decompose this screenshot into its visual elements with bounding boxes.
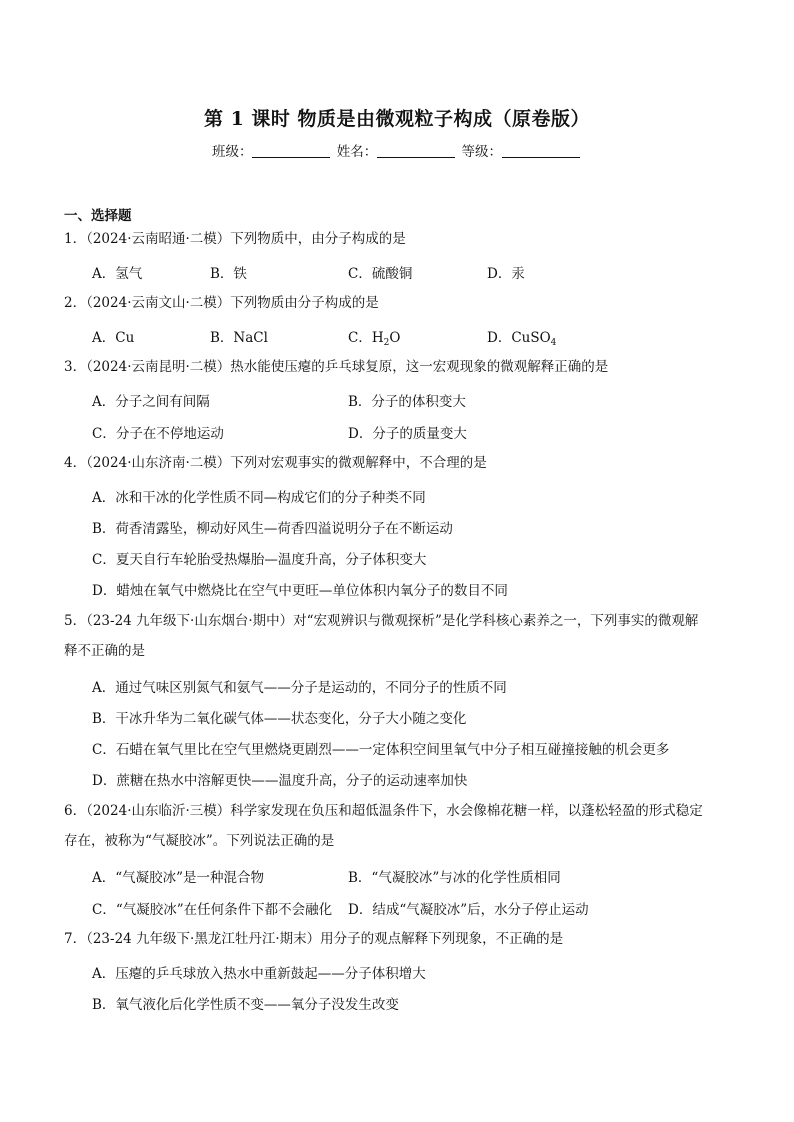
question-stem-cont: 存在，被称为“气凝胶冰”。下列说法正确的是 — [64, 833, 335, 849]
option-a[interactable]: A．压瘪的乒乓球放入热水中重新鼓起——分子体积增大 — [92, 966, 426, 982]
question-5 — [64, 606, 736, 666]
option-c[interactable]: C．夏天自行车轮胎受热爆胎—温度升高，分子体积变大 — [92, 552, 427, 568]
page-title: 第 1 课时 物质是由微观粒子构成（原卷版） — [203, 108, 591, 130]
option-c[interactable]: C．石蜡在氧气里比在空气里燃烧更剧烈——一定体积空间里氧气中分子相互碰撞接触的机会更多 — [92, 742, 670, 758]
question-6 — [64, 796, 736, 856]
option-c[interactable]: C．“气凝胶冰”在任何条件下都不会融化 — [92, 902, 333, 918]
option-b[interactable]: B．NaCl — [210, 330, 268, 346]
class-label: 班级： — [211, 144, 253, 160]
grade-blank[interactable] — [502, 143, 580, 158]
question-stem: 2．（2024·云南文山·二模）下列物质由分子构成的是 — [64, 295, 379, 311]
question-stem: 5．（23-24 九年级下·山东烟台·期中）对“宏观辨识与微观探析”是化学科核心素养之一，下列事实的微观解 — [64, 613, 699, 629]
question-4 — [64, 448, 736, 478]
class-blank[interactable] — [252, 143, 330, 158]
question-stem: 3．（2024·云南昆明·二模）热水能使压瘪的乒乓球复原，这一宏观现象的微观解释正确的是 — [64, 359, 609, 375]
option-a[interactable]: A．氢气 — [92, 266, 143, 282]
option-a[interactable]: A．冰和干冰的化学性质不同—构成它们的分子种类不同 — [92, 490, 426, 506]
question-3 — [64, 352, 736, 382]
option-a[interactable]: A．分子之间有间隔 — [92, 394, 210, 410]
option-a[interactable]: A．通过气味区别氮气和氨气——分子是运动的，不同分子的性质不同 — [92, 680, 507, 696]
option-b[interactable]: B．氧气液化后化学性质不变——氧分子没发生改变 — [92, 997, 399, 1013]
option-d[interactable]: D．汞 — [487, 266, 525, 282]
option-d[interactable]: D．分子的质量变大 — [348, 426, 467, 442]
question-2 — [64, 288, 736, 318]
student-info-line — [0, 140, 794, 160]
question-stem: 4．（2024·山东济南·二模）下列对宏观事实的微观解释中，不合理的是 — [64, 455, 487, 471]
option-d[interactable]: D．CuSO$_4$ — [487, 330, 557, 348]
option-c[interactable]: C．硫酸铜 — [348, 266, 413, 282]
option-c[interactable]: C．$H_2O$ — [348, 330, 401, 348]
question-stem-cont: 释不正确的是 — [64, 643, 145, 659]
option-d[interactable]: D．结成“气凝胶冰”后，水分子停止运动 — [348, 902, 589, 918]
name-label: 姓名： — [336, 144, 378, 160]
option-b[interactable]: B．干冰升华为二氧化碳气体——状态变化，分子大小随之变化 — [92, 711, 467, 727]
grade-label: 等级： — [461, 144, 503, 160]
question-stem: 7．（23-24 九年级下·黑龙江牡丹江·期末）用分子的观点解释下列现象，不正确的是 — [64, 931, 564, 947]
option-b[interactable]: B．分子的体积变大 — [348, 394, 466, 410]
option-a[interactable]: A．Cu — [92, 330, 135, 346]
option-b[interactable]: B．铁 — [210, 266, 247, 282]
question-7 — [64, 924, 736, 954]
section-heading: 一、选择题 — [64, 208, 132, 224]
question-stem: 1．（2024·云南昭通·二模）下列物质中，由分子构成的是 — [64, 231, 406, 247]
option-b[interactable]: B．荷香清露坠，柳动好风生—荷香四溢说明分子在不断运动 — [92, 521, 453, 537]
option-c[interactable]: C．分子在不停地运动 — [92, 426, 224, 442]
name-blank[interactable] — [377, 143, 455, 158]
question-stem: 6．（2024·山东临沂·三模）科学家发现在负压和超低温条件下，水会像棉花糖一样，以蓬松轻盈的形式稳定 — [64, 803, 703, 819]
question-1 — [64, 224, 736, 254]
option-d[interactable]: D．蔗糖在热水中溶解更快——温度升高，分子的运动速率加快 — [92, 773, 468, 789]
option-a[interactable]: A．“气凝胶冰”是一种混合物 — [92, 870, 265, 886]
option-d[interactable]: D．蜡烛在氧气中燃烧比在空气中更旺—单位体积内氧分子的数目不同 — [92, 583, 508, 599]
option-b[interactable]: B．“气凝胶冰”与冰的化学性质相同 — [348, 870, 561, 886]
